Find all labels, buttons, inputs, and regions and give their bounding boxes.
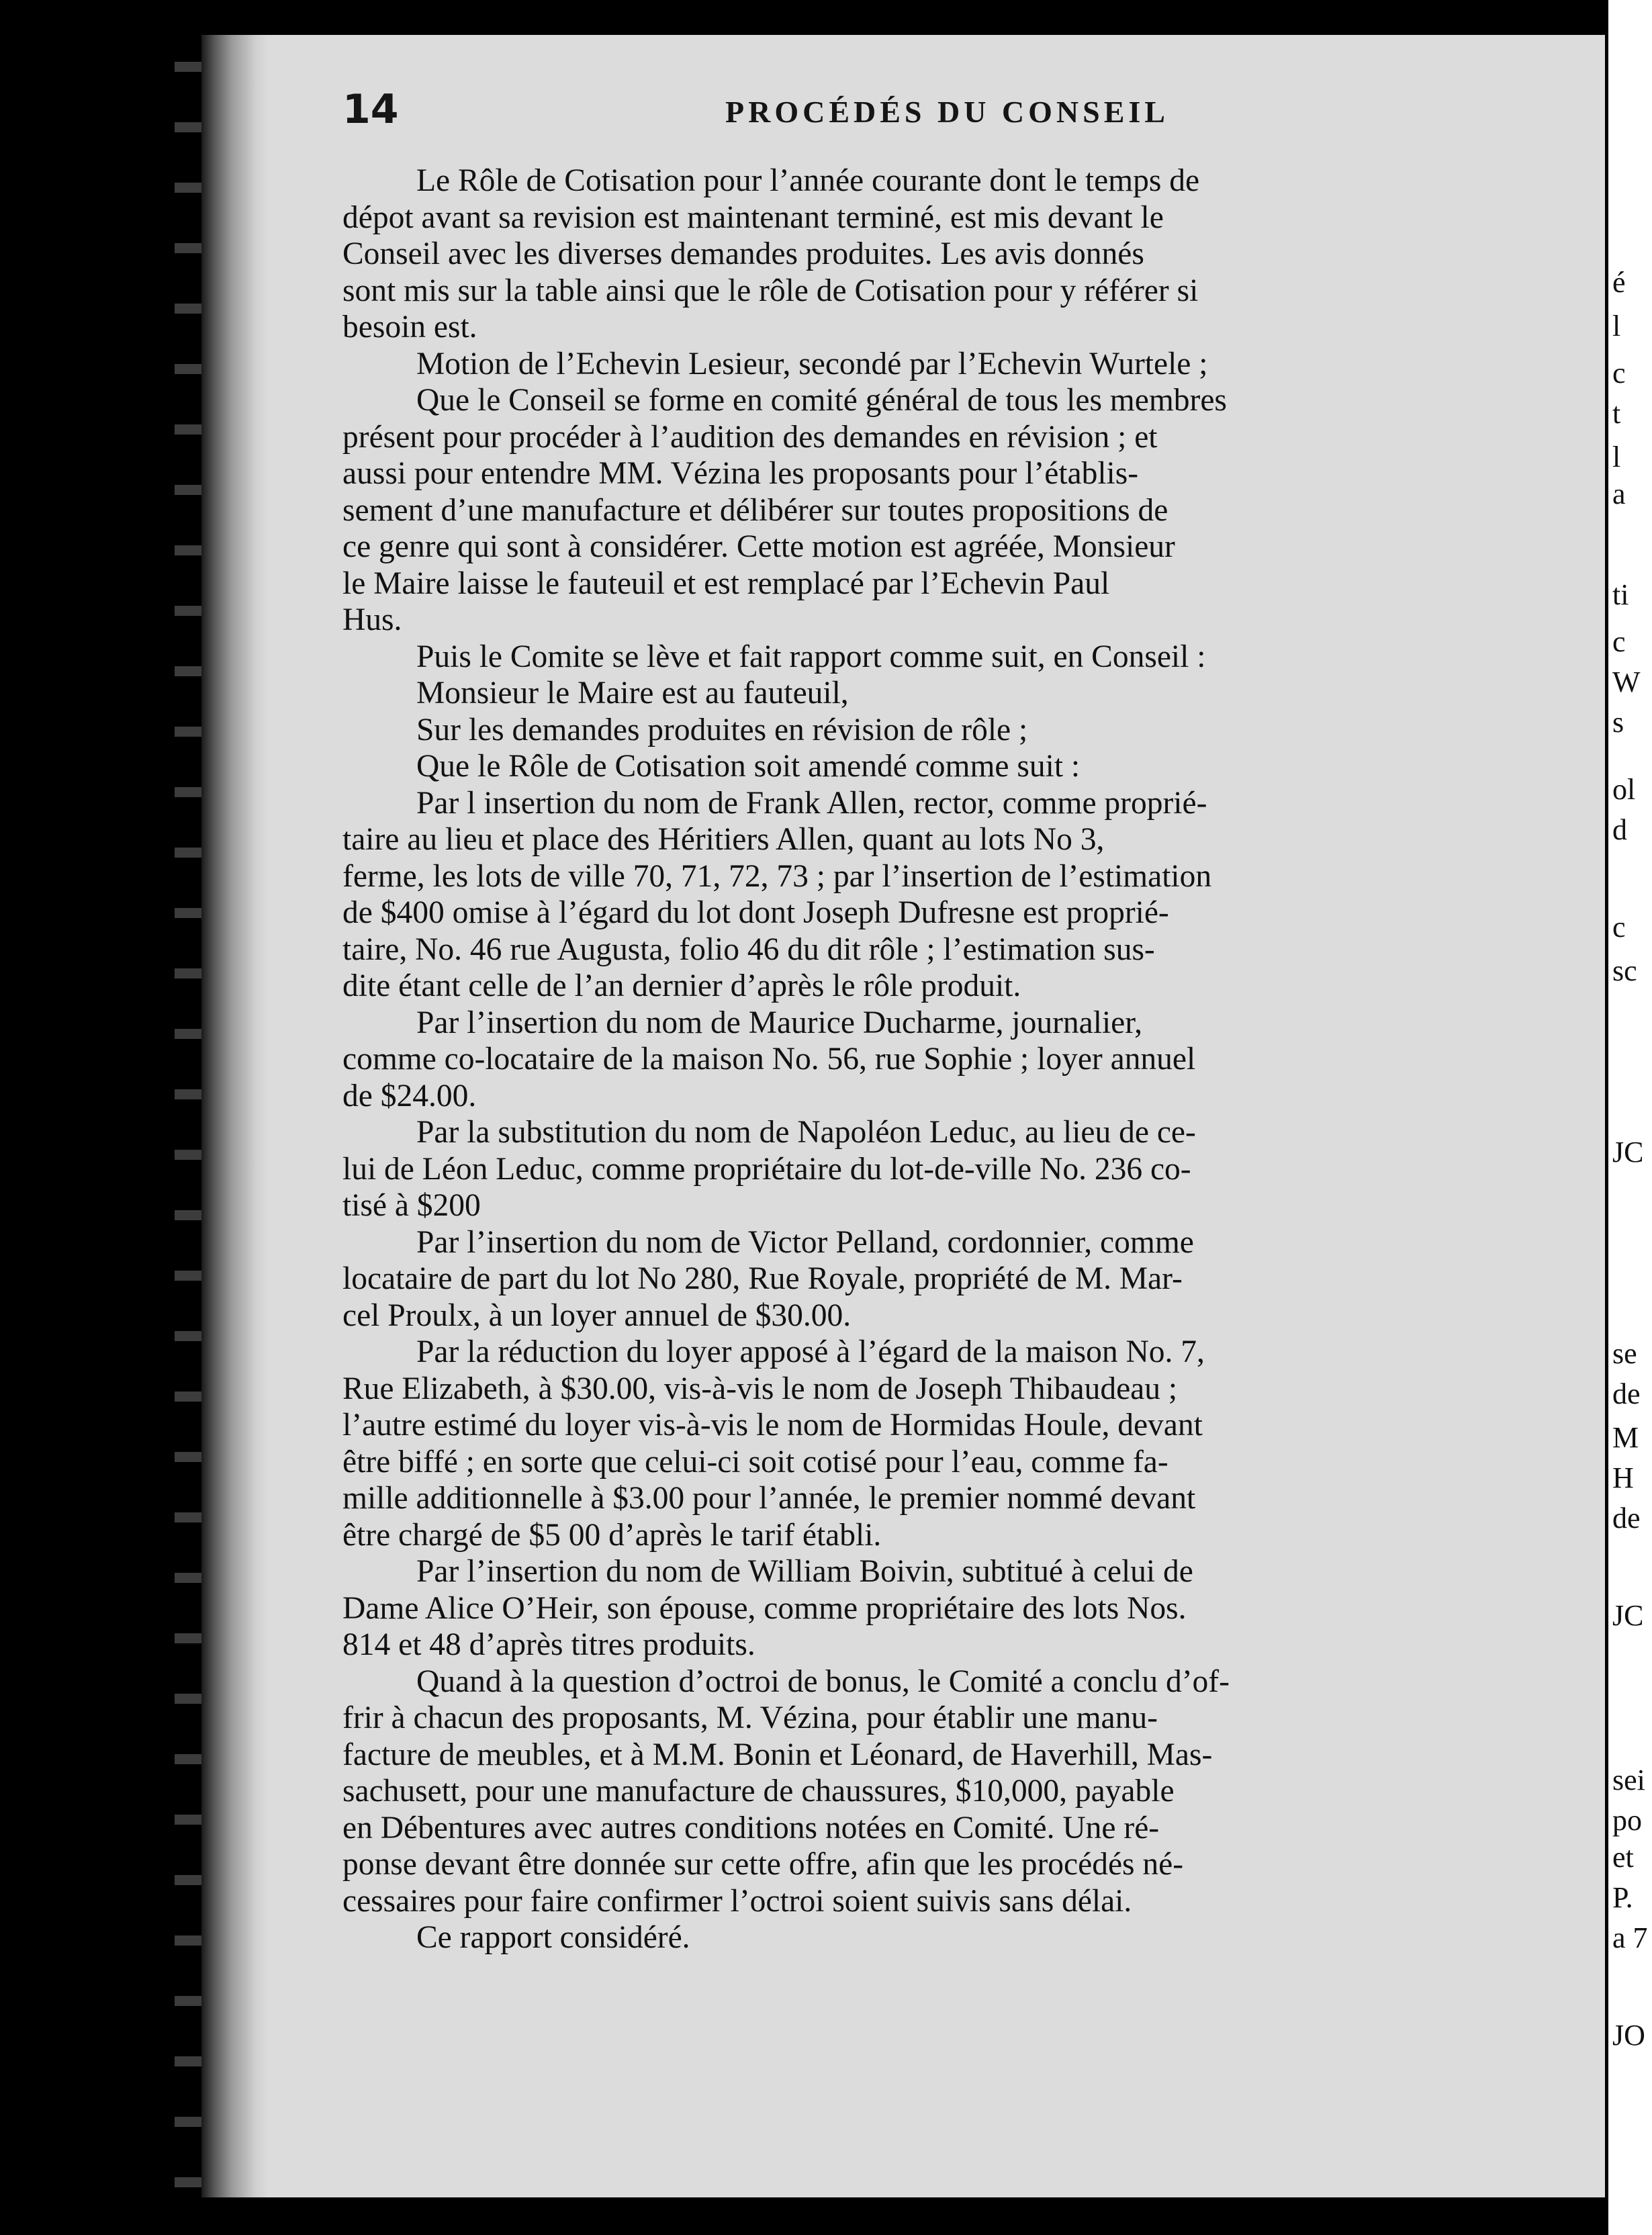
- adjacent-page-text-fragment: d: [1612, 813, 1627, 846]
- adjacent-page-text-fragment: et: [1612, 1841, 1634, 1874]
- adjacent-page-text-fragment: c: [1612, 911, 1626, 944]
- text-line: être biffé ; en sorte que celui-ci soit cotisé pour l’eau, comme fa-: [342, 1444, 1168, 1479]
- adjacent-page-text-fragment: JC: [1612, 1136, 1644, 1169]
- text-line: besoin est.: [342, 310, 477, 345]
- text-line: lui de Léon Leduc, comme propriétaire du lot-de-ville No. 236 co-: [342, 1151, 1191, 1187]
- text-line: Que le Rôle de Cotisation soit amendé comme suit :: [416, 749, 1081, 784]
- adjacent-page-text-fragment: ti: [1612, 578, 1629, 611]
- text-line: en Débentures avec autres conditions notées en Comité. Une ré-: [342, 1810, 1160, 1845]
- text-line: Par l’insertion du nom de Victor Pelland, cordonnier, comme: [416, 1224, 1194, 1260]
- text-line: tisé à $200: [342, 1188, 481, 1223]
- adjacent-page-text-fragment: a 7: [1612, 1921, 1648, 1954]
- text-line: être chargé de $5 00 d’après le tarif établi.: [342, 1517, 882, 1553]
- text-line: le Maire laisse le fauteuil et est remplacé par l’Echevin Paul: [342, 565, 1110, 601]
- adjacent-page-text-fragment: JO: [1612, 2019, 1645, 2052]
- text-line: ce genre qui sont à considérer. Cette motion est agréée, Monsieur: [342, 529, 1175, 564]
- adjacent-page-text-fragment: c: [1612, 625, 1626, 658]
- adjacent-page-text-fragment: l: [1612, 441, 1621, 473]
- page-gutter-shadow: [201, 35, 269, 2197]
- text-line: taire, No. 46 rue Augusta, folio 46 du dit rôle ; l’estimation sus-: [342, 931, 1155, 967]
- adjacent-page-text-fragment: M: [1612, 1421, 1639, 1454]
- adjacent-page-text-fragment: sei: [1612, 1764, 1645, 1796]
- text-line: cel Proulx, à un loyer annuel de $30.00.: [342, 1297, 852, 1333]
- text-line: Par l’insertion du nom de Maurice Ducharme, journalier,: [416, 1005, 1143, 1040]
- adjacent-page-text-fragment: t: [1612, 397, 1621, 430]
- text-line: Ce rapport considéré.: [416, 1920, 690, 1955]
- text-line: sement d’une manufacture et délibérer sur toutes propositions de: [342, 492, 1168, 528]
- page-number: 14: [342, 86, 399, 133]
- text-line: Rue Elizabeth, à $30.00, vis-à-vis le nom de Joseph Thibaudeau ;: [342, 1371, 1178, 1406]
- running-title: PROCÉDÉS DU CONSEIL: [725, 95, 1169, 129]
- adjacent-page-text-fragment: l: [1612, 310, 1621, 343]
- text-line: Sur les demandes produites en révision de rôle ;: [416, 712, 1028, 747]
- text-line: Par la substitution du nom de Napoléon Leduc, au lieu de ce-: [416, 1115, 1196, 1150]
- text-line: présent pour procéder à l’audition des demandes en révision ; et: [342, 419, 1158, 455]
- text-line: de $24.00.: [342, 1078, 477, 1113]
- adjacent-page-text-fragment: po: [1612, 1804, 1642, 1837]
- adjacent-page-text-fragment: a: [1612, 477, 1626, 510]
- adjacent-page-text-fragment: ol: [1612, 773, 1636, 806]
- text-line: mille additionnelle à $3.00 pour l’année, le premier nommé devant: [342, 1481, 1196, 1516]
- text-line: Conseil avec les diverses demandes produites. Les avis donnés: [342, 236, 1144, 271]
- text-line: 814 et 48 d’après titres produits.: [342, 1627, 755, 1662]
- text-line: comme co-locataire de la maison No. 56, rue Sophie ; loyer annuel: [342, 1042, 1196, 1077]
- text-line: taire au lieu et place des Héritiers Allen, quant au lots No 3,: [342, 822, 1105, 857]
- text-line: Que le Conseil se forme en comité général de tous les membres: [416, 383, 1227, 418]
- adjacent-page-text-fragment: s: [1612, 706, 1624, 739]
- text-line: cessaires pour faire confirmer l’octroi soient suivis sans délai.: [342, 1883, 1132, 1919]
- text-line: ponse devant être donnée sur cette offre, afin que les procédés né-: [342, 1847, 1184, 1882]
- text-line: Par l insertion du nom de Frank Allen, rector, comme proprié-: [416, 785, 1207, 821]
- text-line: sont mis sur la table ainsi que le rôle de Cotisation pour y référer si: [342, 273, 1199, 308]
- adjacent-page-text-fragment: W: [1612, 666, 1641, 698]
- adjacent-page-text-fragment: de: [1612, 1502, 1641, 1535]
- adjacent-page-text-fragment: c: [1612, 357, 1626, 390]
- text-line: facture de meubles, et à M.M. Bonin et Léonard, de Haverhill, Mas-: [342, 1737, 1213, 1772]
- text-line: dépot avant sa revision est maintenant terminé, est mis devant le: [342, 199, 1164, 235]
- text-line: aussi pour entendre MM. Vézina les proposants pour l’établis-: [342, 456, 1139, 491]
- text-line: locataire de part du lot No 280, Rue Royale, propriété de M. Mar-: [342, 1261, 1183, 1296]
- text-line: frir à chacun des proposants, M. Vézina, pour établir une manu-: [342, 1700, 1158, 1735]
- text-line: Motion de l’Echevin Lesieur, secondé par l’Echevin Wurtele ;: [416, 346, 1208, 381]
- text-line: de $400 omise à l’égard du lot dont Joseph Dufresne est proprié-: [342, 895, 1169, 930]
- adjacent-page-text-fragment: é: [1612, 266, 1626, 299]
- text-line: Quand à la question d’octroi de bonus, le Comité a conclu d’of-: [416, 1663, 1230, 1699]
- text-line: Dame Alice O’Heir, son épouse, comme propriétaire des lots Nos.: [342, 1590, 1187, 1626]
- text-line: sachusett, pour une manufacture de chaussures, $10,000, payable: [342, 1774, 1175, 1809]
- text-line: ferme, les lots de ville 70, 71, 72, 73 ; par l’insertion de l’estimation: [342, 858, 1212, 894]
- adjacent-page-text-fragment: sc: [1612, 954, 1637, 987]
- text-line: Puis le Comite se lève et fait rapport comme suit, en Conseil :: [416, 639, 1206, 674]
- text-line: Par la réduction du loyer apposé à l’égard de la maison No. 7,: [416, 1334, 1205, 1369]
- adjacent-page-text-fragment: se: [1612, 1337, 1637, 1370]
- page-body-text: [342, 163, 1487, 1956]
- adjacent-page-text-fragment: JC: [1612, 1599, 1644, 1632]
- scan-left-margin: [0, 0, 201, 2235]
- adjacent-page-text-fragment: P.: [1612, 1881, 1633, 1914]
- text-line: l’autre estimé du loyer vis-à-vis le nom de Hormidas Houle, devant: [342, 1408, 1203, 1443]
- text-line: Par l’insertion du nom de William Boivin, subtitué à celui de: [416, 1554, 1193, 1589]
- text-line: Le Rôle de Cotisation pour l’année courante dont le temps de: [416, 163, 1200, 198]
- adjacent-page-fragment: [1608, 0, 1652, 2235]
- adjacent-page-text-fragment: H: [1612, 1461, 1634, 1494]
- text-line: Monsieur le Maire est au fauteuil,: [416, 676, 849, 711]
- adjacent-page-text-fragment: de: [1612, 1377, 1641, 1410]
- text-line: Hus.: [342, 602, 402, 637]
- text-line: dite étant celle de l’an dernier d’après le rôle produit.: [342, 968, 1021, 1003]
